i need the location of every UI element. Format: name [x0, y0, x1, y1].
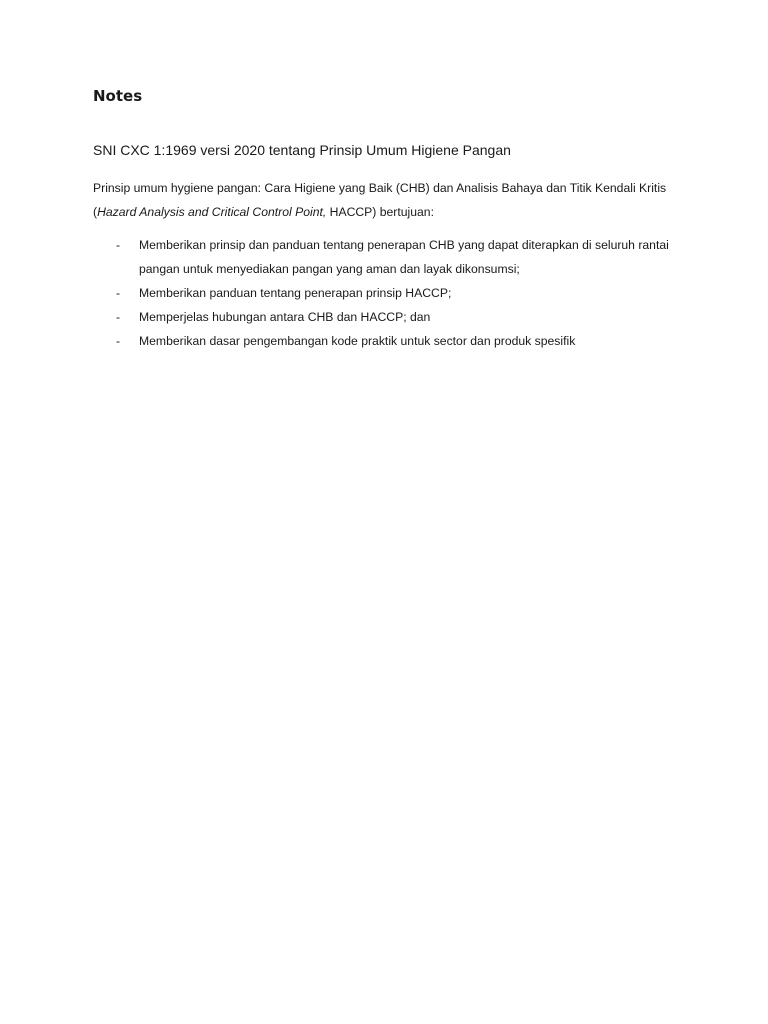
list-item: [93, 329, 693, 353]
bullet-dash: -: [116, 310, 121, 324]
list-item: [93, 281, 693, 305]
list-item-text: Memberikan panduan tentang penerapan prinsip HACCP;: [139, 286, 452, 300]
intro-text-part2: HACCP) bertujuan:: [326, 205, 434, 219]
document-subtitle: SNI CXC 1:1969 versi 2020 tentang Prinsip Umum Higiene Pangan: [93, 142, 511, 158]
objectives-list: [93, 233, 693, 353]
bullet-dash: -: [116, 286, 121, 300]
intro-italic-term: Hazard Analysis and Critical Control Point,: [97, 205, 327, 219]
list-item-text: Memberikan prinsip dan panduan tentang penerapan CHB yang dapat diterapkan di seluruh rantai pangan untuk menyediakan pangan yang aman dan layak dikonsumsi;: [139, 238, 669, 276]
list-item-text: Memberikan dasar pengembangan kode praktik untuk sector dan produk spesifik: [139, 334, 576, 348]
intro-text-part1: Prinsip umum hygiene pangan: Cara Higiene yang Baik (CHB) dan Analisis Bahaya dan Titik Kendali Kritis (: [93, 181, 667, 219]
bullet-dash: -: [116, 334, 121, 348]
bullet-dash: -: [116, 238, 121, 252]
notes-heading: Notes: [93, 87, 143, 105]
intro-paragraph: [93, 176, 693, 224]
list-item: [93, 233, 693, 281]
list-item-text: Memperjelas hubungan antara CHB dan HACCP; dan: [139, 310, 431, 324]
list-item: [93, 305, 693, 329]
